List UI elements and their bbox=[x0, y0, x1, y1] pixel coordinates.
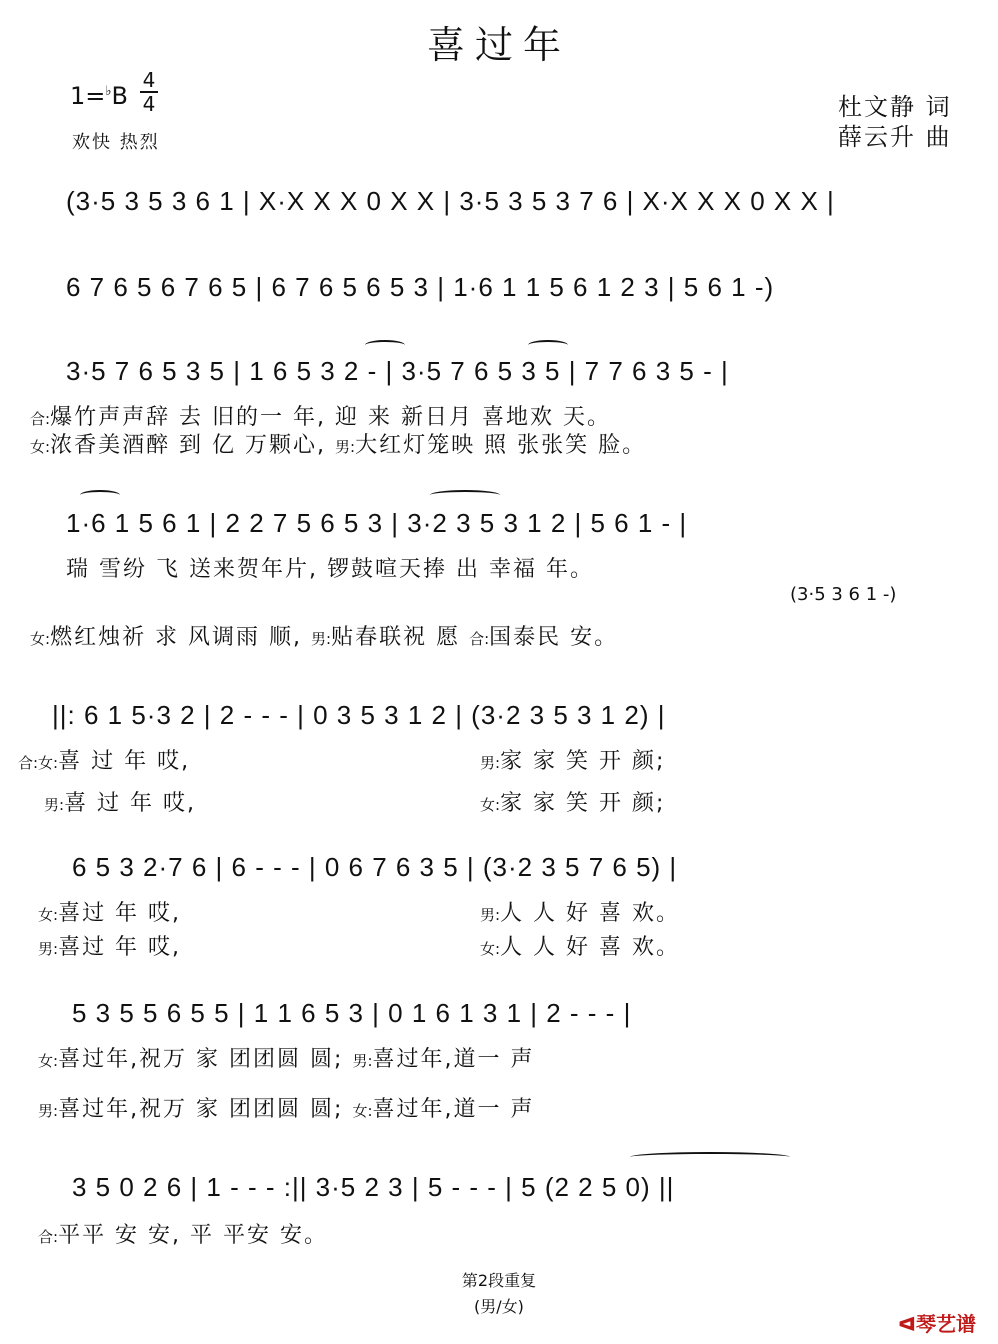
system-6-notes: 6 5 3 2·7 6 | 6 - - - | 0 6 7 6 3 5 | (3·2 3 5 7 6 5) | bbox=[72, 852, 678, 882]
lyric-line: 男:喜 过 年 哎, bbox=[44, 791, 197, 816]
lyric-line: 女:浓香美酒醉 到 亿 万颗心, 男:大红灯笼映 照 张张笑 脸。 bbox=[30, 433, 647, 458]
composer: 薛云升 曲 bbox=[838, 123, 952, 151]
lyric-line: 合:女:喜 过 年 哎, bbox=[18, 749, 191, 774]
slur-mark bbox=[528, 340, 568, 350]
lyric-line: 女:人 人 好 喜 欢。 bbox=[480, 935, 681, 960]
system-2-notes: 6 7 6 5 6 7 6 5 | 6 7 6 5 6 5 3 | 1·6 1 1 5 6 1 2 3 | 5 6 1 -) bbox=[66, 272, 775, 302]
credits bbox=[838, 92, 952, 152]
system-1-notes: (3·5 3 5 3 6 1 | X·X X X 0 X X | 3·5 3 5 3 7 6 | X·X X X 0 X X | bbox=[66, 186, 835, 216]
lyric-line: 男:人 人 好 喜 欢。 bbox=[480, 901, 681, 926]
system-5-notes: ||: 6 1 5·3 2 | 2 - - - | 0 3 5 3 1 2 | (3·2 3 5 3 1 2) | bbox=[52, 700, 666, 730]
lyric-line: 女:喜过年,祝万 家 团团圆 圆; 男:喜过年,道一 声 bbox=[38, 1047, 535, 1072]
slur-mark bbox=[430, 490, 500, 500]
lyric-line: 瑞 雪纷 飞 送来贺年片, 锣鼓喧天捧 出 幸福 年。 bbox=[66, 557, 594, 582]
lyric-line: 合:平平 安 安, 平 平安 安。 bbox=[38, 1223, 329, 1248]
repeat-note-voices: (男/女) bbox=[474, 1297, 524, 1316]
lyric-line: 女:家 家 笑 开 颜; bbox=[480, 791, 666, 816]
logo-icon: ᐊ bbox=[897, 1312, 916, 1336]
lyric-line: (3·5 3 6 1 -) bbox=[790, 584, 897, 605]
lyric-line: 男:喜过年,祝万 家 团团圆 圆; 女:喜过年,道一 声 bbox=[38, 1097, 535, 1122]
lyricist: 杜文静 词 bbox=[838, 93, 952, 121]
system-3-notes: 3·5 7 6 5 3 5 | 1 6 5 3 2 - | 3·5 7 6 5 3 5 | 7 7 6 3 5 - | bbox=[66, 356, 729, 386]
repeat-note: 第2段重复 bbox=[461, 1271, 537, 1290]
lyric-line: 合:爆竹声声辞 去 旧的一 年, 迎 来 新日月 喜地欢 天。 bbox=[30, 405, 612, 430]
watermark-logo: ᐊ琴艺谱 bbox=[897, 1312, 976, 1336]
slur-mark bbox=[630, 1152, 790, 1162]
lyric-line: 男:喜过 年 哎, bbox=[38, 935, 182, 960]
lyric-line: 女:喜过 年 哎, bbox=[38, 901, 182, 926]
flat-symbol: ♭ bbox=[105, 84, 112, 99]
system-7-notes: 5 3 5 5 6 5 5 | 1 1 6 5 3 | 0 1 6 1 3 1 | 2 - - - | bbox=[72, 998, 632, 1028]
system-8-notes: 3 5 0 2 6 | 1 - - - :|| 3·5 2 3 | 5 - - - | 5 (2 2 5 0) || bbox=[72, 1172, 675, 1202]
lyric-line: 男:家 家 笑 开 颜; bbox=[480, 749, 666, 774]
page-title: 喜过年 bbox=[426, 23, 571, 67]
system-4-notes: 1·6 1 5 6 1 | 2 2 7 5 6 5 3 | 3·2 3 5 3 1 2 | 5 6 1 - | bbox=[66, 508, 688, 538]
key-signature: 1=♭B bbox=[70, 82, 128, 110]
slur-mark bbox=[80, 490, 120, 500]
slur-mark bbox=[365, 340, 405, 350]
tempo-marking: 欢快 热烈 bbox=[72, 132, 160, 153]
time-signature: 4 4 bbox=[140, 70, 158, 114]
lyric-line: 女:燃红烛祈 求 风调雨 顺, 男:贴春联祝 愿 合:国泰民 安。 bbox=[30, 625, 619, 650]
